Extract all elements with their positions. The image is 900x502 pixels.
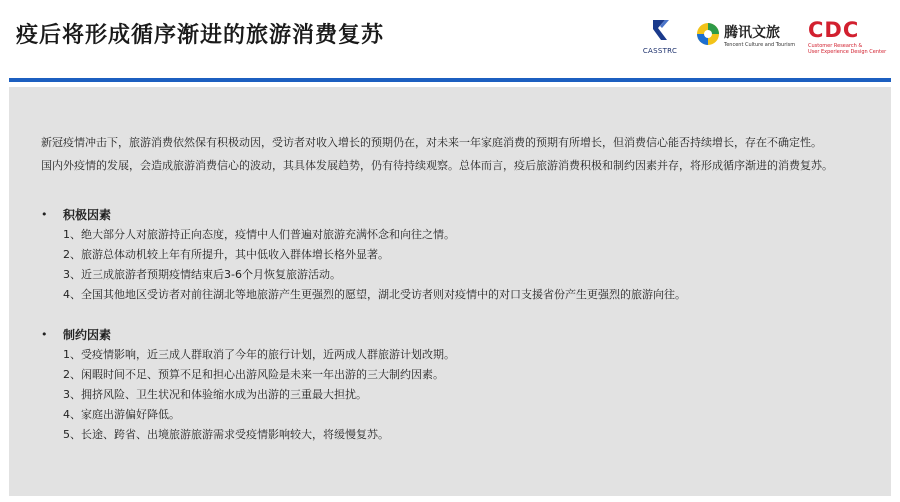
list-item: 1、绝大部分人对旅游持正向态度，疫情中人们普遍对旅游充满怀念和向往之情。 <box>63 228 455 241</box>
positive-factors-section <box>41 205 881 305</box>
tencent-leaf-icon <box>696 22 720 46</box>
content-panel <box>9 87 891 496</box>
cdc-sub-line2: User Experience Design Center <box>808 49 887 55</box>
list-item: 3、近三成旅游者预期疫情结束后3-6个月恢复旅游活动。 <box>63 268 341 281</box>
bullet-icon: • <box>41 328 48 341</box>
negative-factors-heading <box>41 325 881 345</box>
header <box>0 0 900 78</box>
intro-paragraph <box>41 131 881 177</box>
page-title: 疫后将形成循序渐进的旅游消费复苏 <box>16 23 385 48</box>
list-item: 1、受疫情影响，近三成人群取消了今年的旅行计划，近两成人群旅游计划改期。 <box>63 348 455 361</box>
casstrc-logo <box>638 18 682 55</box>
list-item: 4、全国其他地区受访者对前往湖北等地旅游产生更强烈的愿望，湖北受访者则对疫情中的对口支援省份产生更强烈的旅游向往。 <box>63 288 686 301</box>
negative-factors-list <box>41 345 881 445</box>
casstrc-text: CASSTRC <box>642 47 678 55</box>
positive-factors-list <box>41 225 881 305</box>
cdc-logo <box>804 18 887 58</box>
positive-factors-heading <box>41 205 881 225</box>
bullet-icon: • <box>41 208 48 221</box>
list-item: 2、闲暇时间不足、预算不足和担心出游风险是未来一年出游的三大制约因素。 <box>63 368 444 381</box>
casstrc-mark-icon <box>649 18 671 42</box>
tencent-name: 腾讯文旅 <box>724 25 780 41</box>
negative-factors-section <box>41 325 881 445</box>
list-item: 3、拥挤风险、卫生状况和体验缩水成为出游的三重最大担扰。 <box>63 388 367 401</box>
positive-factors-title: 积极因素 <box>63 208 112 222</box>
cdc-name: CDC <box>808 18 860 42</box>
cdc-sub-line1: Customer Research & <box>808 43 863 49</box>
intro-line: 新冠疫情冲击下，旅游消费依然保有积极动因，受访者对收入增长的预期仍在，对未来一年家庭消费的预期有所增长，但消费信心能否持续增长，存在不确定性。 <box>41 136 822 149</box>
header-divider <box>9 78 891 82</box>
list-item: 5、长途、跨省、出境旅游旅游需求受疫情影响较大，将缓慢复苏。 <box>63 428 389 441</box>
intro-line: 国内外疫情的发展，会造成旅游消费信心的波动，其具体发展趋势，仍有待持续观察。总体而言，疫后旅游消费积极和制约因素并存，将形成循序渐进的消费复苏。 <box>41 159 833 172</box>
list-item: 4、家庭出游偏好降低。 <box>63 408 180 421</box>
negative-factors-title: 制约因素 <box>63 328 112 342</box>
list-item: 2、旅游总体动机较上年有所提升，其中低收入群体增长格外显著。 <box>63 248 389 261</box>
tencent-logo <box>696 18 796 58</box>
tencent-sub: Tencent Culture and Tourism <box>724 42 796 48</box>
